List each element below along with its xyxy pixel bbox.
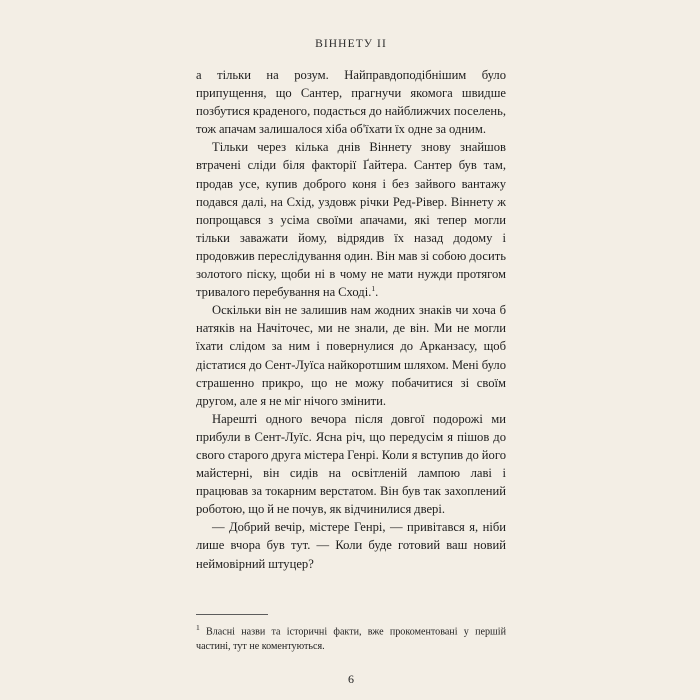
paragraph: Оскільки він не залишив нам жодних знаків чи хоча б натяків на Начіточес, ми не знали, де він. Ми не могли їхати слідом за ним і повернулися до Арканзасу, щоб дістатися до Сент-Луїса найкоротшим шляхом. Мені було страшенно прикро, що не можу побачитися зі своїм другом, але я не міг нічого змінити.	[196, 303, 506, 408]
paragraph: Тільки через кілька днів Віннету знову знайшов втрачені сліди біля факторії Ґайтера. Сантер був там, продав усе, купив доброго коня і без зайвого вантажу подався далі, на Схід, уздовж річки Ред-Рівер. Віннету ж попрощався з усіма своїми апачами, які тепер могли тільки заважати йому, відрядив їх назад додому і продовжив переслідування один. Він мав зі собою досить золотого піску, щоби ні в чому не мати нужди протягом тривалого перебування на Сході.$^1$.	[196, 140, 506, 300]
footnote-number: 1	[196, 623, 200, 632]
page-text-block	[196, 38, 506, 573]
paragraph: — Добрий вечір, містере Генрі, — привітався я, ніби лише вчора був тут. — Коли буде готовий ваш новий неймовірний штуцер?	[196, 520, 506, 571]
footnote-text	[196, 621, 506, 655]
footnote-reference[interactable]: 1	[371, 283, 376, 293]
footnote-area	[196, 614, 506, 655]
footnote-body: Власні назви та історичні факти, вже прокоментовані у першій частині, тут не коментуються.	[196, 626, 506, 652]
footnote-divider	[196, 614, 268, 615]
paragraph: а тільки на розум. Найправдоподібнішим було припущення, що Сантер, прагнучи якомога швидше позбутися краденого, подасться до найближчих поселень, тож апачам залишалося хіба об'їхати їх одне за одним.	[196, 68, 506, 137]
page-number: 6	[348, 672, 354, 686]
running-head: ВІННЕТУ II	[315, 38, 387, 50]
paragraph: Нарешті одного вечора після довгої подорожі ми прибули в Сент-Луїс. Ясна річ, що передусім я пішов до свого старого друга містера Генрі. Коли я вступив до його майстерні, він сидів на освітленій лампою лаві і працював за токарним верстатом. Він був так захоплений роботою, що й не почув, як відчинилися двері.	[196, 411, 506, 517]
body-text	[196, 66, 506, 573]
paragraph-text: Тільки через кілька днів Віннету знову знайшов втрачені сліди біля факторії Ґайтера. Сантер був там, продав усе, купив доброго коня і без зайвого вантажу подався далі, на Схід, уздовж річки Ред-Рівер. Віннету ж попрощався з усіма своїми апачами, які тепер могли тільки заважати йому, відрядив їх назад додому і продовжив переслідування один. Він мав зі собою досить золотого піску, щоби ні в чому не мати нужди протягом тривалого перебування на Сході.	[196, 140, 506, 300]
